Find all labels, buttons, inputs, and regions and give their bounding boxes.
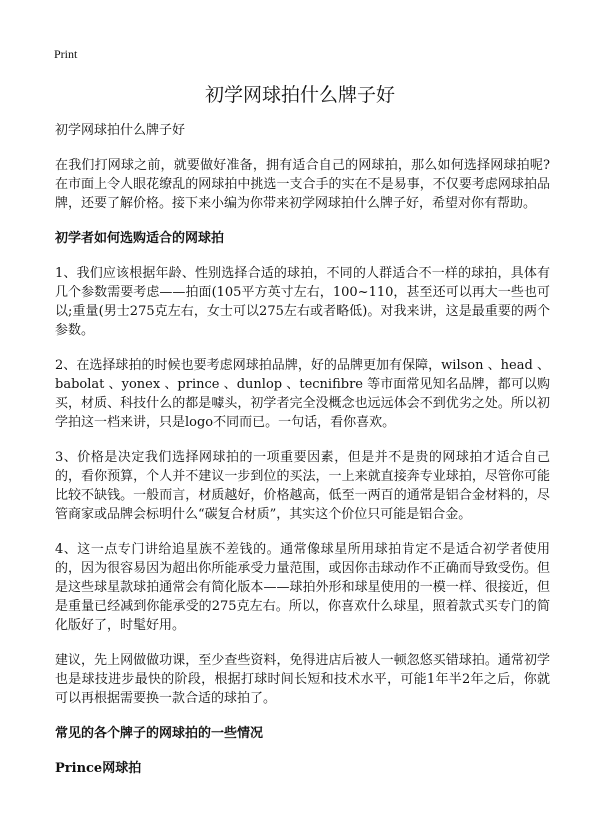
paragraph-5: 建议，先上网做做功课，至少查些资料，免得进店后被人一顿忽悠买错球拍。通常初学也是球技进步最快的阶段，根据打球时间长短和技术水平，可能1年半2年之后，你就可以再根据需要换一款合适的球拍了。 xyxy=(55,653,550,706)
page-title: 初学网球拍什么牌子好 xyxy=(204,84,395,106)
paragraph-3: 3、价格是决定我们选择网球拍的一项重要因素，但是并不是贵的网球拍才适合自己的，看你预算，个人并不建议一步到位的买法，一上来就直接奔专业球拍，尽管你可能比较不缺钱。一般而言，材质越好，价格越高，低至一两百的通常是铝合金材料的，尽管商家或品牌会标明什么“碳复合材质”，其实这个价位只可能是铝合金。 xyxy=(55,450,550,522)
section-heading-brands: 常见的各个牌子的网球拍的一些情况 xyxy=(55,726,264,741)
article-subtitle: 初学网球拍什么牌子好 xyxy=(55,123,186,138)
section-heading-choose: 初学者如何选购适合的网球拍 xyxy=(55,231,225,246)
section-heading-prince: Prince网球拍 xyxy=(55,761,142,776)
paragraph-2: 2、在选择球拍的时候也要考虑网球拍品牌，好的品牌更加有保障，wilson 、head 、babolat 、yonex 、prince 、dunlop 、tecnifibre 等市面常见知名品牌，都可以购买，材质、科技什么的都是噱头，初学者完全没概念也远远体会不到优劣之处。所以初学拍这一档来讲，只是logo不同而已。一句话，看你喜欢。 xyxy=(55,358,550,430)
paragraph-4: 4、这一点专门讲给追星族不差钱的。通常像球星所用球拍肯定不是适合初学者使用的，因为很容易因为超出你所能承受力量范围，或因你击球动作不正确而导致受伤。但是这些球星款球拍通常会有简化版本——球拍外形和球星使用的一模一样、很接近，但是重量已经减到你能承受的275克左右。所以，你喜欢什么球星，照着款式买专门的简化版好了，时髦好用。 xyxy=(55,542,550,633)
print-link[interactable]: Print xyxy=(54,47,78,61)
paragraph-1: 1、我们应该根据年龄、性别选择合适的球拍，不同的人群适合不一样的球拍，具体有几个参数需要考虑——拍面(105平方英寸左右，100~110，甚至还可以再大一些也可以;重量(男士275克左右，女士可以275左右或者略低)。对我来讲，这是最重要的两个参数。 xyxy=(55,266,550,338)
article-body xyxy=(55,119,550,794)
intro-paragraph: 在我们打网球之前，就要做好准备，拥有适合自己的网球拍，那么如何选择网球拍呢?在市面上令人眼花缭乱的网球拍中挑选一支合手的实在不是易事，不仅要考虑网球拍品牌，还要了解价格。接下来小编为你带来初学网球拍什么牌子好，希望对你有帮助。 xyxy=(55,158,550,211)
